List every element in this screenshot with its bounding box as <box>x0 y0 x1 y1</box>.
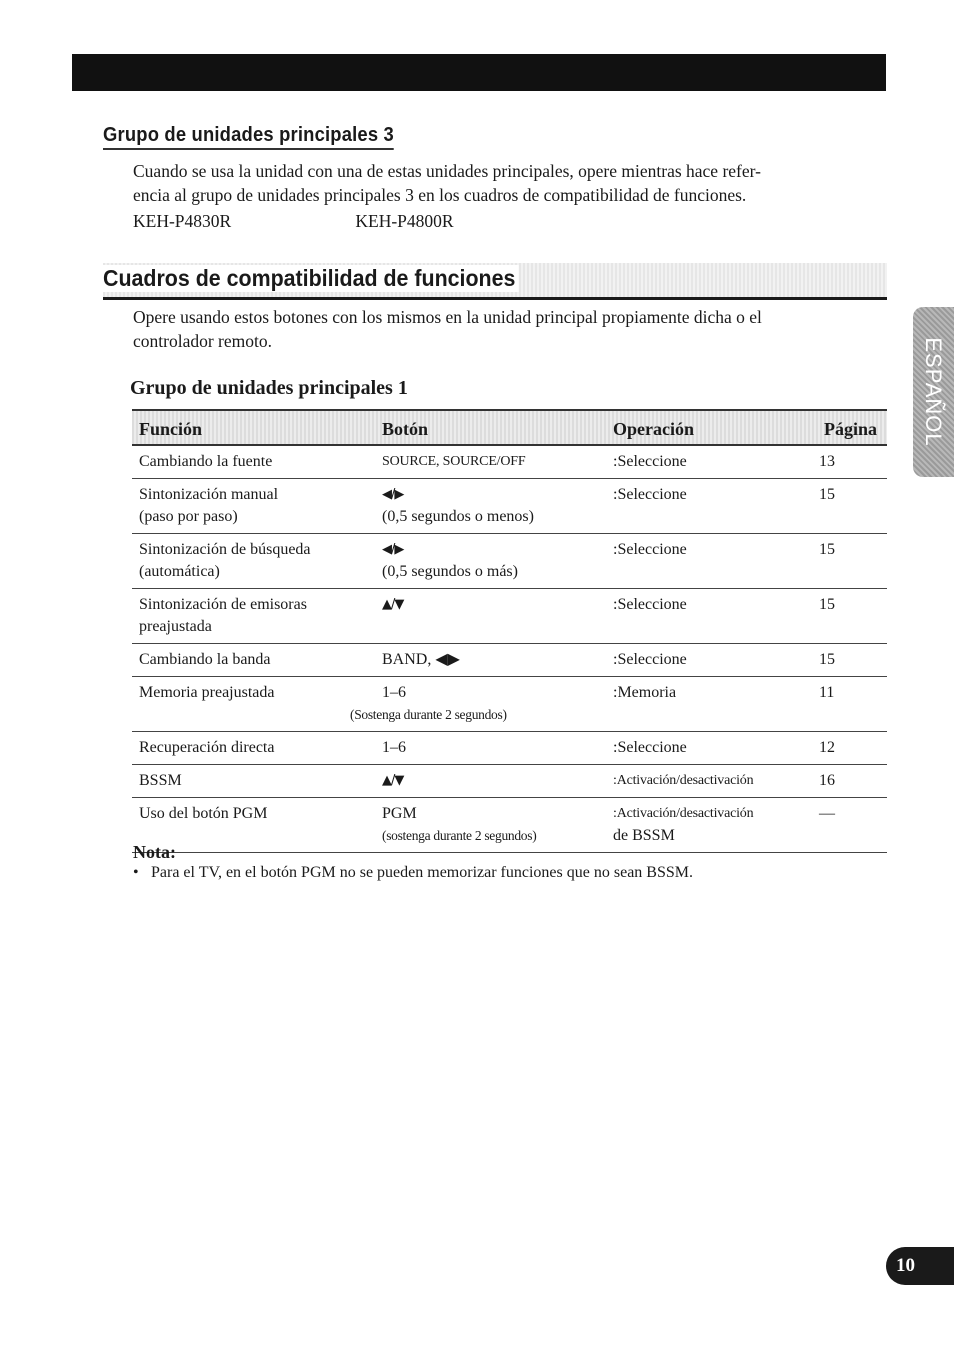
main-heading-band <box>103 263 887 300</box>
page-number-cell: 13 <box>819 453 835 470</box>
table-row <box>132 765 887 798</box>
table-row <box>132 534 887 589</box>
table-row <box>132 479 887 534</box>
button-text: PGM <box>382 805 417 822</box>
arrow-left-right-icon: ◀/▶ <box>382 542 404 557</box>
note-heading: Nota: <box>133 842 176 862</box>
operation-text: :Seleccione <box>613 541 687 558</box>
function-subtext: (automática) <box>139 563 220 580</box>
page-number: 10 <box>886 1247 954 1285</box>
arrow-left-right-icon: ◀/▶ <box>382 487 404 502</box>
arrow-up-down-icon: ▲/▼ <box>382 597 404 612</box>
page-number-cell: 15 <box>819 486 835 503</box>
note-item <box>133 864 693 882</box>
section3-paragraph-line-1: Cuando se usa la unidad con una de estas unidades principales, opere mientras hace refer- <box>133 161 761 181</box>
button-subtext: (0,5 segundos o más) <box>382 563 518 580</box>
page-number-cell: 15 <box>819 651 835 668</box>
operation-text: :Activación/desactivación <box>613 773 754 788</box>
language-side-tab-label: ESPAÑOL <box>921 337 946 447</box>
operation-text: :Seleccione <box>613 739 687 756</box>
function-text: Cambiando la fuente <box>139 453 273 470</box>
header-pagina: Página <box>823 418 877 439</box>
main-heading: Cuadros de compatibilidad de funciones <box>103 265 519 292</box>
operation-text: :Seleccione <box>613 596 687 613</box>
button-text: BAND, ◀▶ <box>382 651 460 668</box>
page-number-cell: — <box>819 805 835 822</box>
note-text: Para el TV, en el botón PGM no se pueden memorizar funciones que no sean BSSM. <box>151 864 693 881</box>
function-text: Sintonización manual <box>139 486 279 503</box>
main-paragraph-line-1: Opere usando estos botones con los mismos en la unidad principal propiamente dicha o el <box>133 307 762 327</box>
page-number-cell: 12 <box>819 739 835 756</box>
section3-paragraph-line-2: encia al grupo de unidades principales 3 en los cuadros de compatibilidad de funciones. <box>133 185 747 205</box>
button-subtext: (Sostenga durante 2 segundos) <box>350 707 507 722</box>
group-1-heading: Grupo de unidades principales 1 <box>130 377 408 399</box>
model-list <box>133 211 454 232</box>
button-subtext: (0,5 segundos o menos) <box>382 508 534 525</box>
page-number-cell: 11 <box>819 684 835 701</box>
section-heading-group-3: Grupo de unidades principales 3 <box>103 124 394 150</box>
table-row <box>132 644 887 677</box>
page-number-cell: 15 <box>819 596 835 613</box>
language-side-tab <box>913 307 954 477</box>
operation-text: :Seleccione <box>613 486 687 503</box>
main-paragraph-line-2: controlador remoto. <box>133 331 272 351</box>
function-text: Sintonización de búsqueda <box>139 541 311 558</box>
header-funcion: Función <box>139 418 203 439</box>
function-text: Recuperación directa <box>139 739 275 756</box>
button-text: 1–6 <box>382 684 406 701</box>
table-row <box>132 445 887 479</box>
bullet-icon: • <box>133 864 139 881</box>
button-subtext: (sostenga durante 2 segundos) <box>382 828 537 843</box>
operation-text: :Seleccione <box>613 453 687 470</box>
header-boton: Botón <box>382 418 429 439</box>
model-name: KEH-P4830R <box>133 211 232 231</box>
table-row <box>132 589 887 644</box>
table-header-row <box>132 410 887 445</box>
function-text: BSSM <box>139 772 182 789</box>
table-row <box>132 732 887 765</box>
function-subtext: (paso por paso) <box>139 508 238 525</box>
operation-text: :Memoria <box>613 684 677 701</box>
operation-text: :Activación/desactivación <box>613 806 754 821</box>
function-text: Uso del botón PGM <box>139 805 268 822</box>
function-text: Memoria preajustada <box>139 684 275 701</box>
header-operacion: Operación <box>613 418 694 439</box>
page-number-cell: 15 <box>819 541 835 558</box>
compatibility-table <box>132 409 887 853</box>
operation-subtext: de BSSM <box>613 827 675 844</box>
function-text: Cambiando la banda <box>139 651 271 668</box>
button-text: 1–6 <box>382 739 406 756</box>
top-banner-bar <box>72 54 886 91</box>
function-subtext: preajustada <box>139 618 212 635</box>
model-name: KEH-P4800R <box>355 211 454 231</box>
table-row <box>132 798 887 853</box>
page-number-cell: 16 <box>819 772 835 789</box>
function-text: Sintonización de emisoras <box>139 596 307 613</box>
arrow-up-down-icon: ▲/▼ <box>382 773 404 788</box>
operation-text: :Seleccione <box>613 651 687 668</box>
table-row <box>132 677 887 732</box>
button-text: SOURCE, SOURCE/OFF <box>382 454 526 469</box>
